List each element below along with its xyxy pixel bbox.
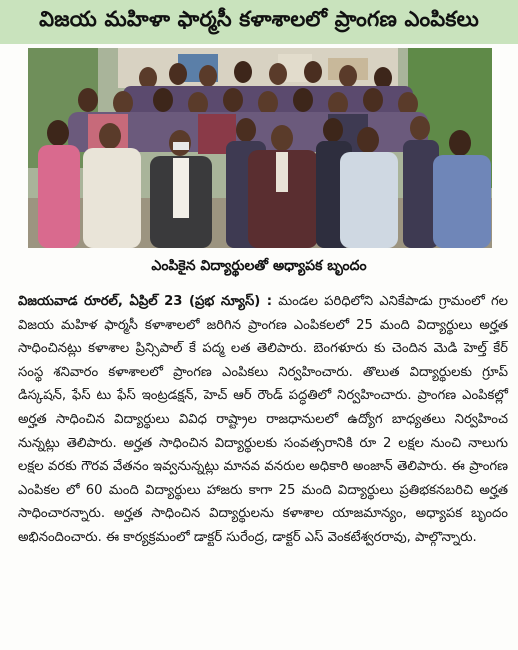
photo-caption: ఎంపికైన విద్యార్థులతో అధ్యాపక బృందం [151, 257, 367, 274]
group-photo [28, 48, 492, 248]
headline: విజయ మహిళా ఫార్మసీ కళాశాలలో ప్రాంగణ ఎంపికలు [0, 0, 518, 44]
article-body [18, 290, 508, 550]
article-text: మండల పరిధిలోని ఎనికేపాడు గ్రామంలో గల విజయ మహిళ ఫార్మసీ కళాశాలలో జరిగిన ప్రాంగణ ఎంపికలలో 25 మంది విద్యార్థులు అర్హత సాధించినట్లు కళాశాల ప్రిన్సిపాల్ కే పద్మ లత తెలిపారు. బెంగళూరు కు చెందిన మెడి హెల్త్ కేర్ సంస్థ శనివారం కళాశాలలో ప్రాంగణ ఎంపికలు నిర్వహించారు. తొలుత విద్యార్థులకు గ్రూప్ డిస్కషన్, ఫేస్ టు ఫేస్ ఇంట్రడక్షన్, హెచ్ ఆర్ రౌండ్ పద్ధతిలో నిర్వహించారు. ప్రాంగణ ఎంపికల్లో అర్హత సాధించిన విద్యార్థులు వివిధ రాష్ట్రాల రాజధానులలో ఉద్యోగ బాధ్యతలు నిర్వహించ నున్నట్లు తెలిపారు. అర్హత సాధించిన విద్యార్థులకు సంవత్సరానికి రూ 2 లక్షల నుంచి నాలుగు లక్షల వరకు గౌరవ వేతనం ఇవ్వనున్నట్లు మానవ వనరుల అధికారి అంజాన్ తెలిపారు. ఈ ప్రాంగణ ఎంపికల లో 60 మంది విద్యార్థులు హాజరు కాగా 25 మంది విద్యార్థులు ప్రతిభకనబరిచి అర్హత సాధించారన్నారు. అర్హత సాధించిన విద్యార్థులను కళాశాల యాజమాన్యం, అధ్యాపక బృందం అభినందించారు. ఈ కార్యక్రమంలో డాక్టర్ సురేంద్ర, డాక్టర్ ఎస్ వెంకటేశ్వరరావు, పాల్గొన్నారు. [18, 294, 508, 545]
dateline: విజయవాడ రూరల్, ఏప్రిల్ 23 (ప్రభ న్యూస్) : [18, 294, 273, 309]
